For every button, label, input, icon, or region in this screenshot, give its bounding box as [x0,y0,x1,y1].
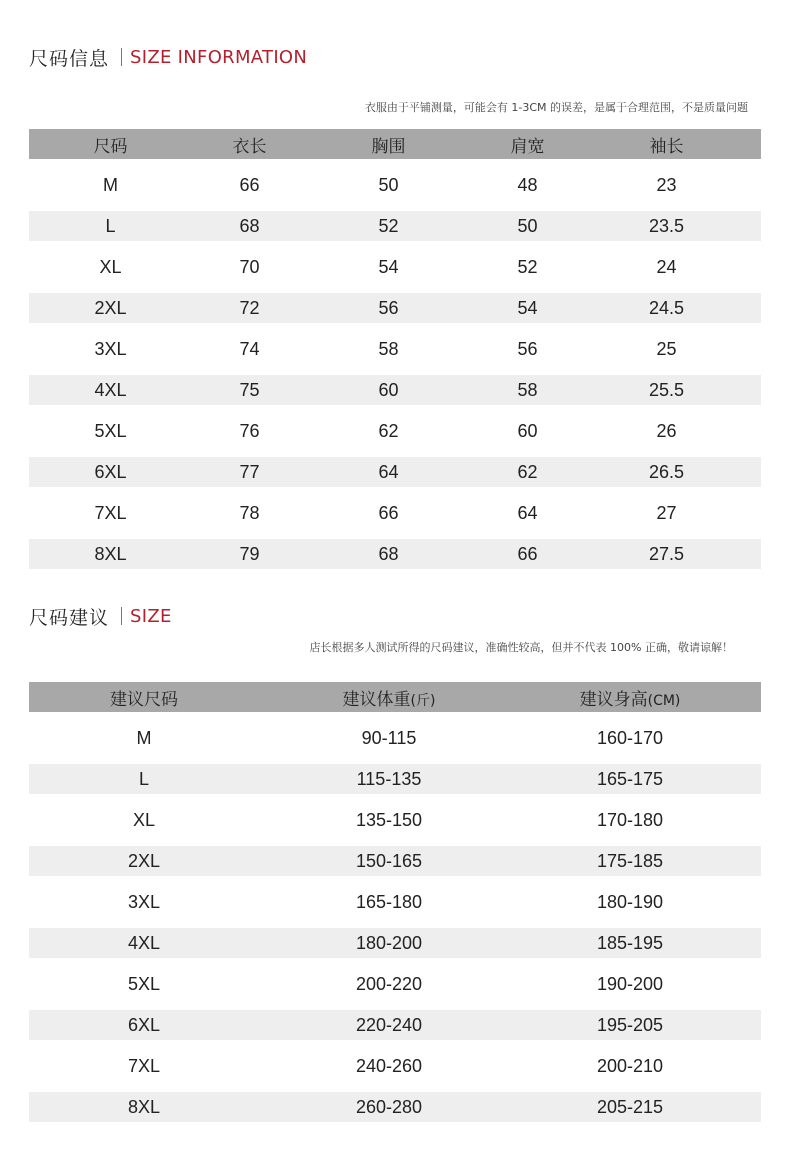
table-cell: M [103,174,118,195]
header-cell [259,685,519,710]
table-cell: 52 [517,256,538,277]
table-cell: 2XL [127,850,161,871]
table-cell: 66 [517,543,538,564]
table-cell: 205-215 [596,1096,664,1117]
header-main: 建议体重 [342,689,411,710]
header-main: 建议身高 [579,689,648,710]
table-cell: 26 [656,420,677,441]
header-cell: 尺码 [93,136,128,157]
table-cell: 60 [517,420,538,441]
title-separator [121,48,122,66]
table-row [29,334,761,364]
table-row [29,1051,761,1081]
table-cell: 4XL [94,379,127,400]
size-advice-title [29,601,172,631]
size-info-table-header [29,129,761,159]
table-cell: 5XL [127,973,161,994]
table-cell: 8XL [127,1096,161,1117]
table-cell: 185-195 [596,932,664,953]
table-cell: 68 [378,543,399,564]
table-cell: 220-240 [355,1014,423,1035]
table-cell: 70 [239,256,260,277]
size-info-note: 衣服由于平铺测量，可能会有 1-3CM 的误差，是属于合理范围，不是质量问题 [364,101,748,114]
table-cell: 56 [378,297,399,318]
size-advice-note: 店长根据多人测试所得的尺码建议，准确性较高，但并不代表 100% 正确，敬请谅解！ [309,641,733,654]
table-row [29,375,761,405]
table-cell: 7XL [94,502,127,523]
table-cell: 62 [378,420,399,441]
table-cell: 2XL [94,297,127,318]
table-cell: 260-280 [355,1096,423,1117]
table-cell: 50 [517,215,538,236]
size-advice-table-body [29,723,761,1122]
table-row [29,928,761,958]
table-cell: 64 [517,502,538,523]
table-cell: 6XL [94,461,127,482]
table-cell: 78 [239,502,260,523]
size-advice-table [29,682,761,1122]
header-main: 建议尺码 [110,689,178,710]
table-cell: 79 [239,543,260,564]
header-cell: 胸围 [371,136,406,157]
table-cell: 64 [378,461,399,482]
table-cell: 23.5 [648,215,685,236]
table-row [29,1010,761,1040]
table-row [29,846,761,876]
table-row [29,416,761,446]
header-unit: (斤) [410,692,436,709]
table-cell: 25 [656,338,677,359]
size-advice-table-header [29,682,761,712]
header-cell: 衣长 [232,136,267,157]
table-row [29,1092,761,1122]
table-cell: 25.5 [648,379,685,400]
header-unit: (CM) [647,692,681,709]
table-row [29,723,761,753]
table-cell: 190-200 [596,973,664,994]
table-cell: 6XL [127,1014,161,1035]
table-cell: 76 [239,420,260,441]
table-cell: 66 [239,174,260,195]
table-row [29,805,761,835]
table-cell: 170-180 [596,809,664,830]
table-cell: 54 [378,256,399,277]
size-info-title-en: SIZE INFORMATION [130,46,308,68]
size-advice-title-cn: 尺码建议 [29,606,110,629]
table-row [29,498,761,528]
table-row [29,539,761,569]
table-cell: 165-175 [596,768,664,789]
size-info-table [29,129,761,569]
table-cell: 4XL [127,932,161,953]
table-row [29,211,761,241]
table-cell: L [138,768,149,789]
table-cell: 3XL [127,891,161,912]
table-cell: L [105,215,116,236]
table-row [29,252,761,282]
size-advice-title-en: SIZE [130,605,172,627]
table-cell: 26.5 [648,461,685,482]
table-row [29,887,761,917]
table-cell: 165-180 [355,891,423,912]
header-cell: 肩宽 [510,136,545,157]
table-row [29,969,761,999]
table-cell: 240-260 [355,1055,423,1076]
header-cell [29,685,259,710]
table-cell: 60 [378,379,399,400]
table-cell: 160-170 [596,727,664,748]
title-separator [121,607,122,625]
table-cell: 68 [239,215,260,236]
table-row [29,764,761,794]
table-cell: 54 [517,297,538,318]
table-cell: 115-135 [356,768,422,789]
table-cell: 90-115 [361,727,417,748]
header-cell [519,685,741,710]
table-cell: 27.5 [648,543,685,564]
size-info-title [29,42,307,72]
table-cell: 66 [378,502,399,523]
table-row [29,170,761,200]
table-cell: 135-150 [355,809,423,830]
table-cell: 3XL [94,338,127,359]
table-cell: 56 [517,338,538,359]
table-cell: 58 [378,338,399,359]
table-cell: 27 [656,502,677,523]
table-cell: 5XL [94,420,127,441]
table-cell: 24 [656,256,677,277]
table-cell: 74 [239,338,260,359]
table-row [29,457,761,487]
table-cell: M [136,727,152,748]
size-info-table-body [29,170,761,569]
header-cell: 袖长 [649,136,684,157]
table-cell: 200-210 [596,1055,664,1076]
table-cell: 200-220 [355,973,423,994]
table-cell: 62 [517,461,538,482]
table-cell: 24.5 [648,297,685,318]
table-cell: 180-190 [596,891,664,912]
table-cell: 175-185 [596,850,664,871]
table-cell: 77 [239,461,260,482]
table-cell: 52 [378,215,399,236]
table-cell: 8XL [94,543,127,564]
table-cell: 7XL [127,1055,161,1076]
table-cell: 72 [239,297,260,318]
table-cell: 75 [239,379,260,400]
table-row [29,293,761,323]
table-cell: 58 [517,379,538,400]
table-cell: 48 [517,174,538,195]
table-cell: 23 [656,174,677,195]
table-cell: 180-200 [355,932,423,953]
table-cell: XL [132,809,156,830]
table-cell: 50 [378,174,399,195]
size-info-title-cn: 尺码信息 [29,47,110,70]
table-cell: 195-205 [596,1014,664,1035]
table-cell: XL [99,256,122,277]
table-cell: 150-165 [355,850,423,871]
